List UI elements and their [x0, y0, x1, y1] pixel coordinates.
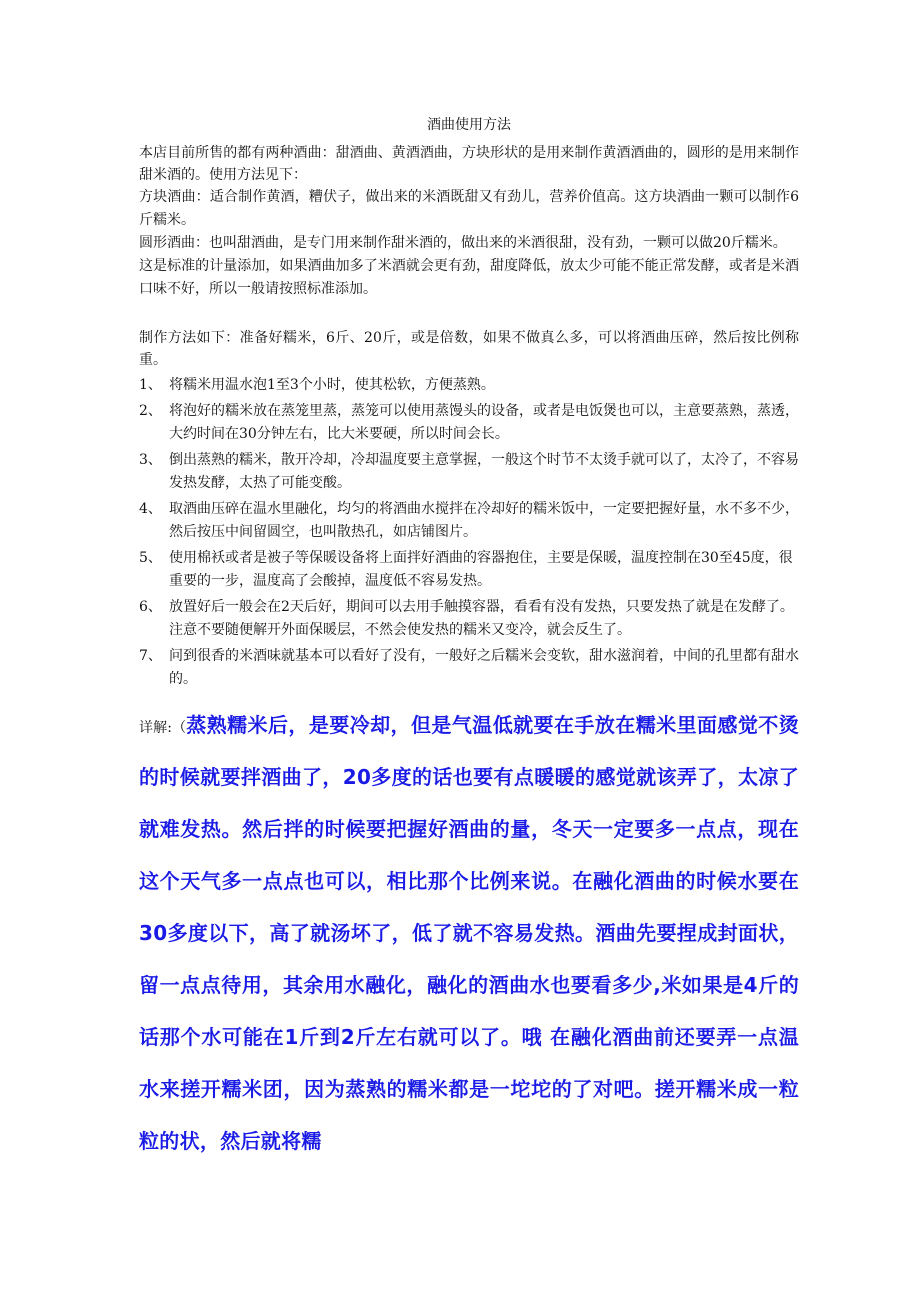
step-number: 5、 [139, 550, 162, 566]
step-text: 将泡好的糯米放在蒸笼里蒸，蒸笼可以使用蒸馒头的设备，或者是电饭煲也可以，主意要蒸熟，蒸透，大约时间在30分钟左右，比大米要硬，所以时间会长。 [169, 403, 799, 442]
page-title: 酒曲使用方法 [427, 117, 511, 133]
step-text: 放置好后一般会在2天后好，期间可以去用手触摸容器，看看有没有发热，只要发热了就是在发酵了。注意不要随便解开外面保暖层，不然会使发热的糯米又变冷，就会反生了。 [169, 599, 794, 638]
step-text: 将糯米用温水泡1至3个小时，使其松软，方便蒸熟。 [169, 377, 495, 393]
list-item [139, 449, 799, 495]
step-number: 7、 [139, 648, 162, 664]
step-number: 2、 [139, 403, 162, 419]
document-page [139, 108, 799, 1169]
step-text: 问到很香的米酒味就基本可以看好了没有，一般好之后糯米会变软，甜水滋润着，中间的孔里都有甜水的。 [169, 648, 799, 687]
list-item [139, 400, 799, 446]
step-number: 4、 [139, 501, 162, 517]
list-item [139, 498, 799, 544]
blank-line [139, 301, 799, 327]
detail-lead: 详解:（ [139, 720, 187, 736]
step-text: 取酒曲压碎在温水里融化，均匀的将酒曲水搅拌在冷却好的糯米饭中，一定要把握好量，水不多不少，然后按压中间留圆空，也叫散热孔，如店铺图片。 [169, 501, 799, 540]
step-text: 倒出蒸熟的糯米，散开冷却，冷却温度要主意掌握，一般这个时节不太烫手就可以了，太冷了，不容易发热发酵，太热了可能变酸。 [169, 452, 799, 491]
list-item [139, 547, 799, 593]
step-number: 3、 [139, 452, 162, 468]
list-item [139, 596, 799, 642]
method-paragraph: 制作方法如下：准备好糯米，6斤、20斤，或是倍数，如果不做真么多，可以将酒曲压碎，然后按比例称重。 [139, 330, 799, 368]
intro-paragraph: 本店目前所售的都有两种酒曲：甜酒曲、黄酒酒曲，方块形状的是用来制作黄酒酒曲的，圆形的是用来制作甜米酒的。使用方法见下： [139, 145, 799, 183]
step-number: 1、 [139, 377, 162, 393]
detail-body: 蒸熟糯米后，是要冷却，但是气温低就要在手放在糯米里面感觉不烫的时候就要拌酒曲了，20多度的话也要有点暖暖的感觉就该弄了，太凉了就难发热。然后拌的时候要把握好酒曲的量，冬天一定要多一点点，现在这个天气多一点点也可以，相比那个比例来说。在融化酒曲的时候水要在30多度以下，高了就汤坏了，低了就不容易发热。酒曲先要捏成封面状，留一点点待用，其余用水融化，融化的酒曲水也要看多少,米如果是4斤的话那个水可能在1斤到2斤左右就可以了。哦 在融化酒曲前还要弄一点温水来搓开糯米团，因为蒸熟的糯米都是一坨坨的了对吧。搓开糯米成一粒粒的状，然后就将糯 [139, 713, 800, 1153]
detail-paragraph [139, 701, 799, 1169]
square-koji-paragraph: 方块酒曲：适合制作黄酒，糟伏子，做出来的米酒既甜又有劲儿，营养价值高。这方块酒曲一颗可以制作6斤糯米。 [139, 189, 799, 228]
standard-paragraph: 这是标准的计量添加，如果酒曲加多了米酒就会更有劲，甜度降低，放太少可能不能正常发酵，或者是米酒口味不好，所以一般请按照标准添加。 [139, 258, 799, 297]
list-item [139, 374, 799, 397]
round-koji-paragraph: 圆形酒曲：也叫甜酒曲，是专门用来制作甜米酒的，做出来的米酒很甜，没有劲，一颗可以做20斤糯米。 [139, 235, 787, 251]
list-item [139, 645, 799, 691]
step-text: 使用棉袄或者是被子等保暖设备将上面拌好酒曲的容器抱住，主要是保暖，温度控制在30至45度，很重要的一步，温度高了会酸掉，温度低不容易发热。 [169, 550, 793, 589]
step-number: 6、 [139, 599, 162, 615]
steps-list [139, 374, 799, 691]
